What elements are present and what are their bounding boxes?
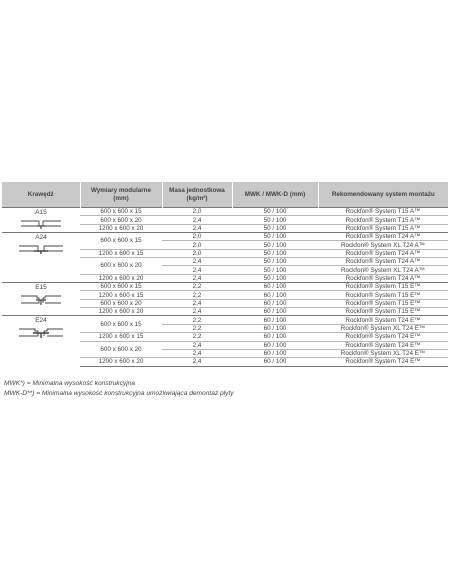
table-row xyxy=(2,208,448,216)
edge-profile-icon xyxy=(3,293,79,307)
mwk-cell: 60 / 100 xyxy=(232,358,318,366)
table-row xyxy=(2,316,448,324)
mass-cell: 2,4 xyxy=(162,266,232,274)
mass-cell: 2,4 xyxy=(162,358,232,366)
edge-cell xyxy=(2,283,80,316)
dims-cell: 1200 x 600 x 15 xyxy=(80,333,162,341)
mwk-cell: 60 / 100 xyxy=(232,291,318,299)
mwk-cell: 60 / 100 xyxy=(232,283,318,291)
header-dims: Wymiary modularne (mm) xyxy=(80,182,162,208)
header-mass: Masa jednostkowa (kg/m²) xyxy=(162,182,232,208)
dims-cell: 600 x 600 x 20 xyxy=(80,258,162,275)
header-edge: Krawędź xyxy=(2,182,80,208)
mass-cell: 2,2 xyxy=(162,291,232,299)
mwk-cell: 60 / 100 xyxy=(232,308,318,316)
system-cell: Rockfon® System T24 E™ xyxy=(318,316,448,324)
edge-cell xyxy=(2,233,80,283)
system-cell: Rockfon® System T15 A™ xyxy=(318,224,448,232)
footnote-mwk-d: MWK-D**) = Minimalna wysokość konstrukcyjna umożliwiająca demontaż płyty xyxy=(4,389,234,397)
mwk-cell: 60 / 100 xyxy=(232,349,318,357)
mwk-cell: 50 / 100 xyxy=(232,208,318,216)
system-cell: Rockfon® System XL T24 E™ xyxy=(318,324,448,332)
table-header-row xyxy=(2,182,448,208)
mass-cell: 2,0 xyxy=(162,241,232,249)
dims-cell: 1200 x 600 x 20 xyxy=(80,274,162,282)
mass-cell: 2,0 xyxy=(162,233,232,241)
mwk-cell: 50 / 100 xyxy=(232,216,318,224)
mass-cell: 2,4 xyxy=(162,216,232,224)
table-row xyxy=(2,233,448,241)
mass-cell: 2,0 xyxy=(162,249,232,257)
system-cell: Rockfon® System XL T24 A™ xyxy=(318,241,448,249)
system-cell: Rockfon® System T24 E™ xyxy=(318,333,448,341)
system-cell: Rockfon® System T15 E™ xyxy=(318,291,448,299)
dims-cell: 600 x 600 x 15 xyxy=(80,283,162,291)
system-cell: Rockfon® System T15 E™ xyxy=(318,283,448,291)
edge-profile-icon xyxy=(3,218,79,230)
header-system: Rekomendowany system montażu xyxy=(318,182,448,208)
table-row xyxy=(2,283,448,291)
footnotes xyxy=(4,379,234,398)
system-cell: Rockfon® System T24 A™ xyxy=(318,258,448,266)
mass-cell: 2,2 xyxy=(162,283,232,291)
mwk-cell: 60 / 100 xyxy=(232,299,318,307)
dims-cell: 600 x 600 x 15 xyxy=(80,233,162,250)
mass-cell: 2,4 xyxy=(162,274,232,282)
product-spec-table xyxy=(2,182,448,367)
dims-cell: 600 x 600 x 20 xyxy=(80,299,162,307)
mass-cell: 2,2 xyxy=(162,333,232,341)
mwk-cell: 60 / 100 xyxy=(232,333,318,341)
mwk-cell: 50 / 100 xyxy=(232,233,318,241)
mwk-cell: 60 / 100 xyxy=(232,316,318,324)
system-cell: Rockfon® System T24 E™ xyxy=(318,341,448,349)
mwk-cell: 60 / 100 xyxy=(232,324,318,332)
mass-cell: 2,4 xyxy=(162,299,232,307)
mwk-cell: 50 / 100 xyxy=(232,249,318,257)
edge-label: A15 xyxy=(35,209,47,216)
system-cell: Rockfon® System T24 A™ xyxy=(318,274,448,282)
system-cell: Rockfon® System XL T24 E™ xyxy=(318,349,448,357)
mass-cell: 2,4 xyxy=(162,308,232,316)
mass-cell: 2,4 xyxy=(162,224,232,232)
dims-cell: 600 x 600 x 20 xyxy=(80,216,162,224)
header-mwk: MWK / MWK-D (mm) xyxy=(232,182,318,208)
system-cell: Rockfon® System XL T24 A™ xyxy=(318,266,448,274)
mwk-cell: 60 / 100 xyxy=(232,341,318,349)
edge-cell xyxy=(2,208,80,233)
mwk-cell: 50 / 100 xyxy=(232,274,318,282)
edge-label: E15 xyxy=(35,284,47,292)
system-cell: Rockfon® System T24 A™ xyxy=(318,233,448,241)
system-cell: Rockfon® System T15 A™ xyxy=(318,216,448,224)
edge-label: E24 xyxy=(35,317,47,325)
system-cell: Rockfon® System T15 E™ xyxy=(318,299,448,307)
system-cell: Rockfon® System T24 A™ xyxy=(318,249,448,257)
dims-cell: 1200 x 600 x 15 xyxy=(80,249,162,257)
dims-cell: 1200 x 600 x 20 xyxy=(80,224,162,232)
mwk-cell: 50 / 100 xyxy=(232,266,318,274)
mass-cell: 2,4 xyxy=(162,258,232,266)
mass-cell: 2,2 xyxy=(162,324,232,332)
system-cell: Rockfon® System T15 E™ xyxy=(318,308,448,316)
edge-label: A24 xyxy=(35,234,47,242)
dims-cell: 1200 x 600 x 20 xyxy=(80,308,162,316)
mwk-cell: 50 / 100 xyxy=(232,224,318,232)
system-cell: Rockfon® System T24 E™ xyxy=(318,358,448,366)
dims-cell: 600 x 600 x 15 xyxy=(80,316,162,333)
mwk-cell: 50 / 100 xyxy=(232,241,318,249)
mass-cell: 2,4 xyxy=(162,349,232,357)
mwk-cell: 50 / 100 xyxy=(232,258,318,266)
dims-cell: 1200 x 600 x 20 xyxy=(80,358,162,366)
dims-cell: 1200 x 600 x 15 xyxy=(80,291,162,299)
edge-cell xyxy=(2,316,80,366)
system-cell: Rockfon® System T15 A™ xyxy=(318,208,448,216)
edge-profile-icon xyxy=(3,243,79,255)
mass-cell: 2,0 xyxy=(162,208,232,216)
dims-cell: 600 x 600 x 15 xyxy=(80,208,162,216)
footnote-mwk: MWK*) = Minimalna wysokość konstrukcyjna xyxy=(4,380,135,387)
edge-profile-icon xyxy=(3,326,79,340)
mass-cell: 2,2 xyxy=(162,316,232,324)
mass-cell: 2,4 xyxy=(162,341,232,349)
dims-cell: 600 x 600 x 20 xyxy=(80,341,162,358)
table-body xyxy=(2,208,448,367)
